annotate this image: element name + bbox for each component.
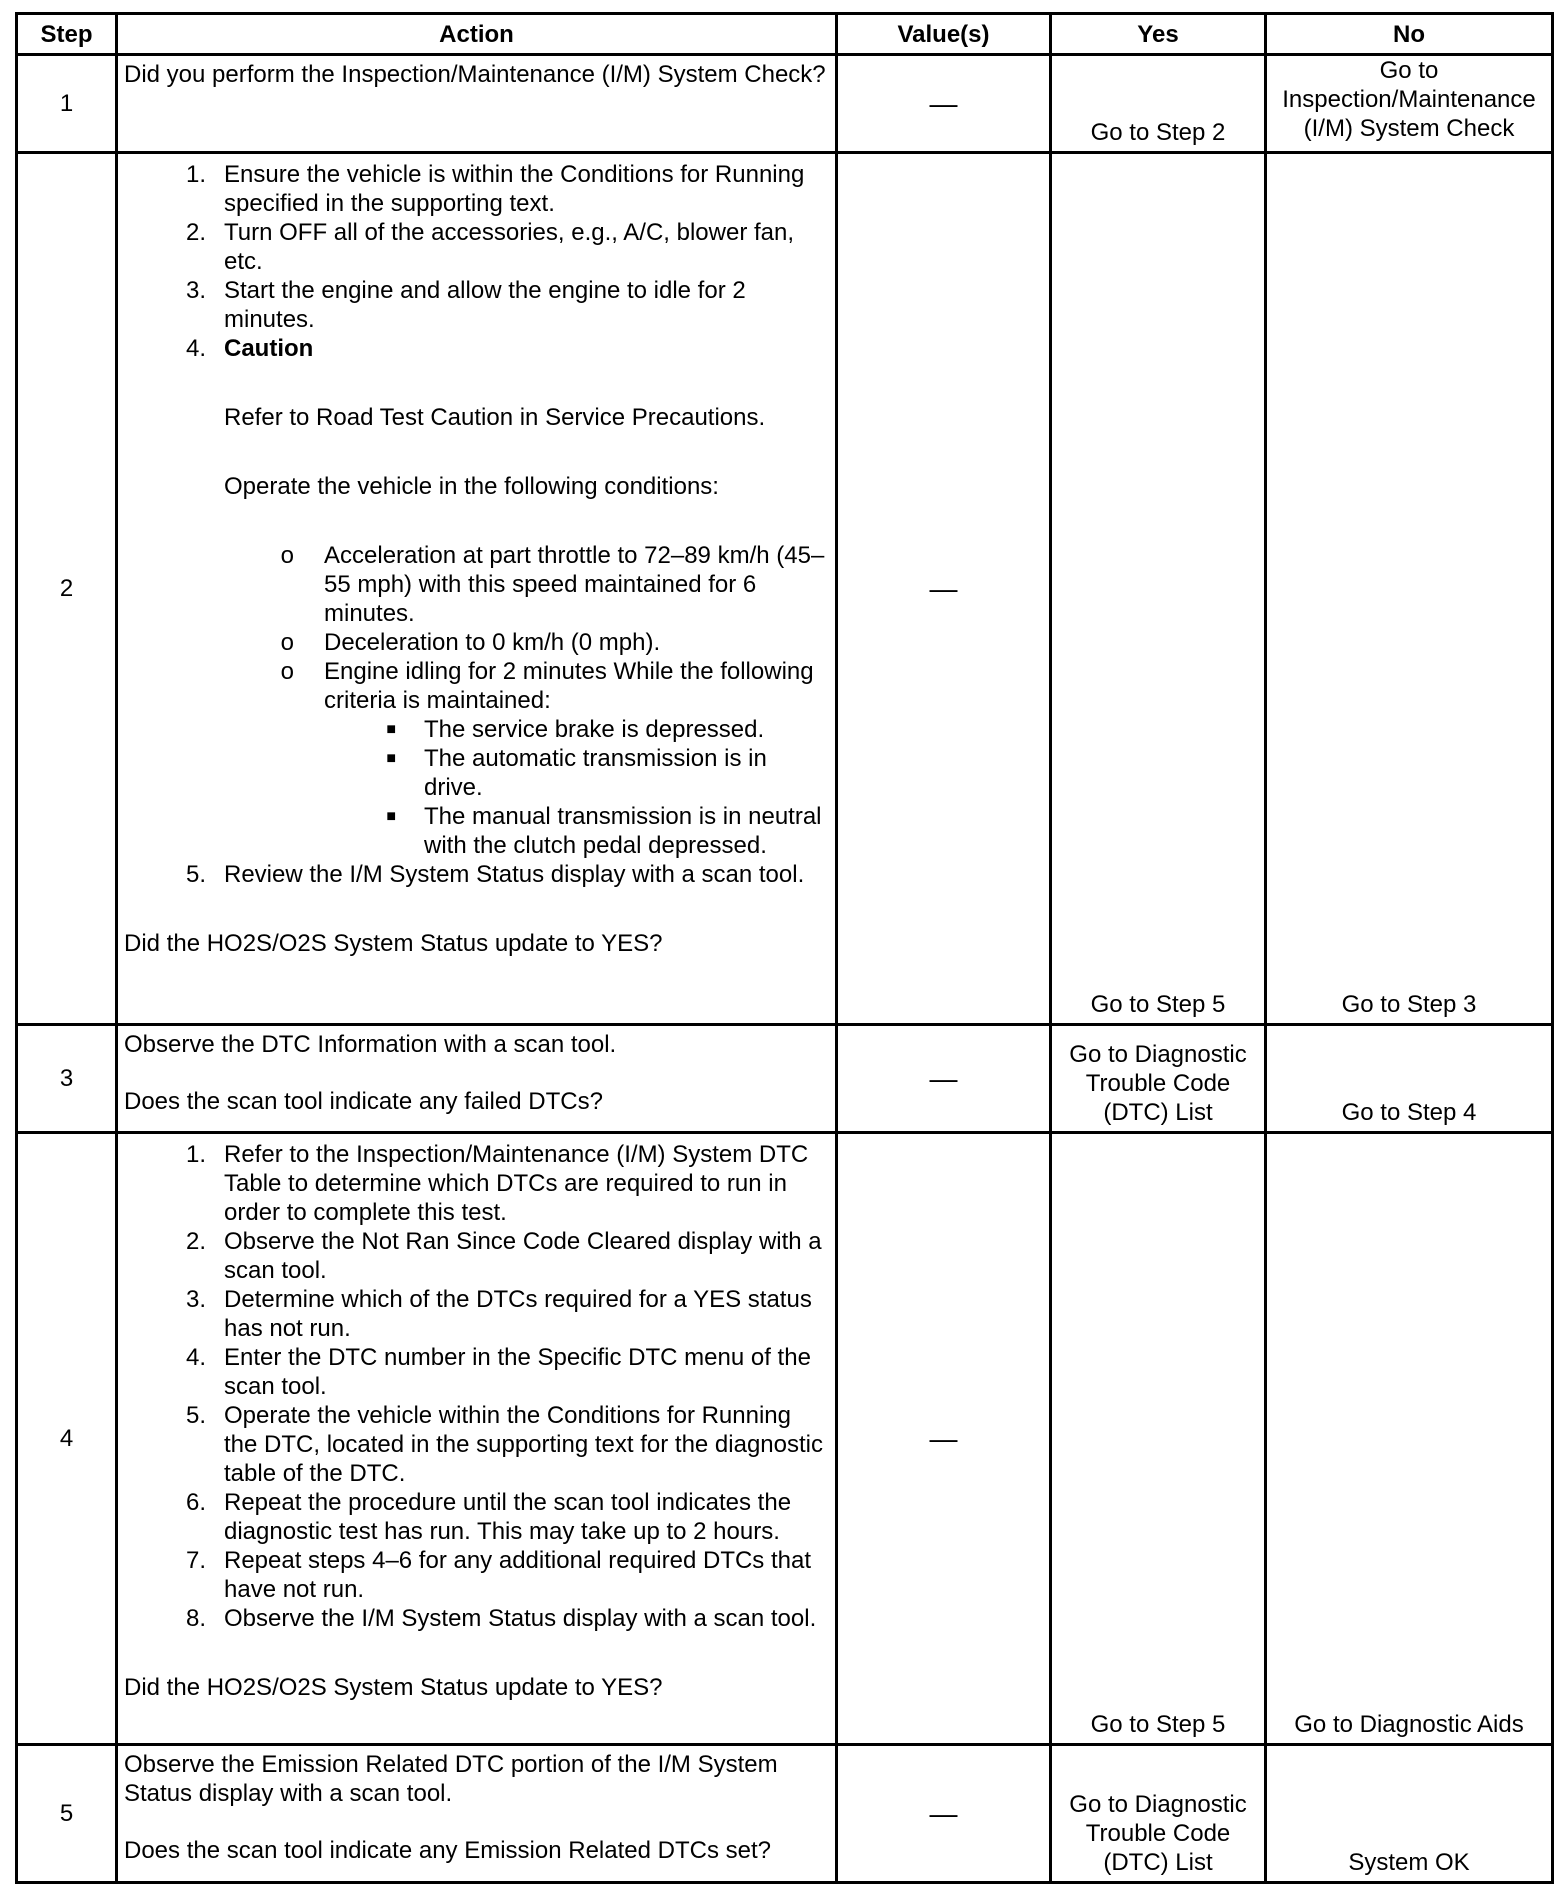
step-number: 3	[17, 1025, 117, 1133]
list-item: 3. Determine which of the DTCs required for a YES status has not run.	[185, 1286, 812, 1342]
list-item: o Engine idling for 2 minutes While the following criteria is maintained:	[124, 657, 829, 715]
list-item: 4. Enter the DTC number in the Specific DTC menu of the scan tool.	[185, 1344, 811, 1400]
no-cell: Go to Diagnostic Aids	[1266, 1133, 1553, 1745]
diagnostic-table	[15, 12, 1554, 1884]
list-item: 7. Repeat steps 4–6 for any additional required DTCs that have not run.	[185, 1547, 812, 1603]
action-text: Observe the Emission Related DTC portion of the I/M System Status display with a scan tool.	[124, 1751, 778, 1807]
caution-note: Refer to Road Test Caution in Service Precautions.	[224, 404, 766, 431]
action-question: Did the HO2S/O2S System Status update to YES?	[124, 1674, 663, 1701]
list-item: ■ The automatic transmission is in drive.	[124, 744, 829, 802]
step-number: 1	[17, 55, 117, 153]
list-item: ■ The service brake is depressed.	[124, 715, 829, 744]
condition-list	[124, 541, 829, 860]
square-bullet-icon: ■	[386, 750, 396, 767]
list-item: 5. Review the I/M System Status display with a scan tool.	[185, 861, 805, 888]
action-cell	[117, 55, 837, 153]
header-row	[17, 14, 1553, 55]
list-item: 1. Refer to the Inspection/Maintenance (I/M) System DTC Table to determine which DTCs are required to run in order to complete this test.	[185, 1141, 809, 1226]
action-question: Does the scan tool indicate any Emission Related DTCs set?	[124, 1837, 771, 1864]
action-text: Did you perform the Inspection/Maintenance (I/M) System Check?	[124, 61, 826, 88]
value-cell: —	[837, 1025, 1051, 1133]
header-step: Step	[17, 14, 117, 55]
action-text: Observe the DTC Information with a scan tool.	[124, 1031, 617, 1058]
table-row-step-4	[17, 1133, 1553, 1745]
no-cell: Go to Inspection/Maintenance (I/M) System Check	[1266, 55, 1553, 153]
list-item: 4. Caution Refer to Road Test Caution in Service Precautions. Operate the vehicle in the following conditions:	[124, 334, 829, 501]
list-item: o Acceleration at part throttle to 72–89 km/h (45–55 mph) with this speed maintained for 6 minutes.	[124, 541, 829, 628]
operate-note: Operate the vehicle in the following conditions:	[224, 473, 719, 500]
list-item: 1. Ensure the vehicle is within the Conditions for Running specified in the supporting text.	[185, 161, 805, 217]
table-row-step-2	[17, 153, 1553, 1025]
step-number: 4	[17, 1133, 117, 1745]
step-number: 5	[17, 1745, 117, 1883]
value-cell: —	[837, 55, 1051, 153]
list-item: 3. Start the engine and allow the engine to idle for 2 minutes.	[185, 277, 746, 333]
yes-cell: Go to Step 5	[1051, 1133, 1266, 1745]
yes-cell: Go to Diagnostic Trouble Code (DTC) List	[1051, 1025, 1266, 1133]
caution-label: Caution	[224, 335, 314, 362]
header-no: No	[1266, 14, 1553, 55]
square-bullet-icon: ■	[386, 721, 396, 738]
square-bullet-icon: ■	[386, 808, 396, 825]
action-question: Did the HO2S/O2S System Status update to YES?	[124, 930, 663, 957]
list-item: 2. Observe the Not Ran Since Code Cleared display with a scan tool.	[185, 1228, 822, 1284]
list-item: ■ The manual transmission is in neutral with the clutch pedal depressed.	[124, 802, 829, 860]
value-cell: —	[837, 153, 1051, 1025]
yes-cell: Go to Diagnostic Trouble Code (DTC) List	[1051, 1745, 1266, 1883]
step-number: 2	[17, 153, 117, 1025]
no-cell: Go to Step 3	[1266, 153, 1553, 1025]
circle-bullet-icon: o	[280, 542, 294, 569]
list-item: o Deceleration to 0 km/h (0 mph).	[124, 628, 829, 657]
circle-bullet-icon: o	[280, 629, 294, 656]
header-yes: Yes	[1051, 14, 1266, 55]
action-cell	[117, 1025, 837, 1133]
header-values: Value(s)	[837, 14, 1051, 55]
yes-cell: Go to Step 2	[1051, 55, 1266, 153]
table-row-step-1	[17, 55, 1553, 153]
list-item: 6. Repeat the procedure until the scan tool indicates the diagnostic test has run. This may take up to 2 hours.	[185, 1489, 792, 1545]
action-question: Does the scan tool indicate any failed DTCs?	[124, 1088, 603, 1115]
header-action: Action	[117, 14, 837, 55]
table-row-step-3	[17, 1025, 1553, 1133]
list-item: 2. Turn OFF all of the accessories, e.g., A/C, blower fan, etc.	[185, 219, 795, 275]
list-item: 5. Operate the vehicle within the Conditions for Running the DTC, located in the supporting text for the diagnostic table of the DTC.	[185, 1402, 824, 1487]
no-cell: Go to Step 4	[1266, 1025, 1553, 1133]
list-item: 8. Observe the I/M System Status display with a scan tool.	[185, 1605, 817, 1632]
value-cell: —	[837, 1745, 1051, 1883]
yes-cell: Go to Step 5	[1051, 153, 1266, 1025]
action-cell	[117, 1745, 837, 1883]
circle-bullet-icon: o	[280, 658, 294, 685]
action-cell	[117, 153, 837, 1025]
value-cell: —	[837, 1133, 1051, 1745]
action-cell	[117, 1133, 837, 1745]
table-row-step-5	[17, 1745, 1553, 1883]
no-cell: System OK	[1266, 1745, 1553, 1883]
